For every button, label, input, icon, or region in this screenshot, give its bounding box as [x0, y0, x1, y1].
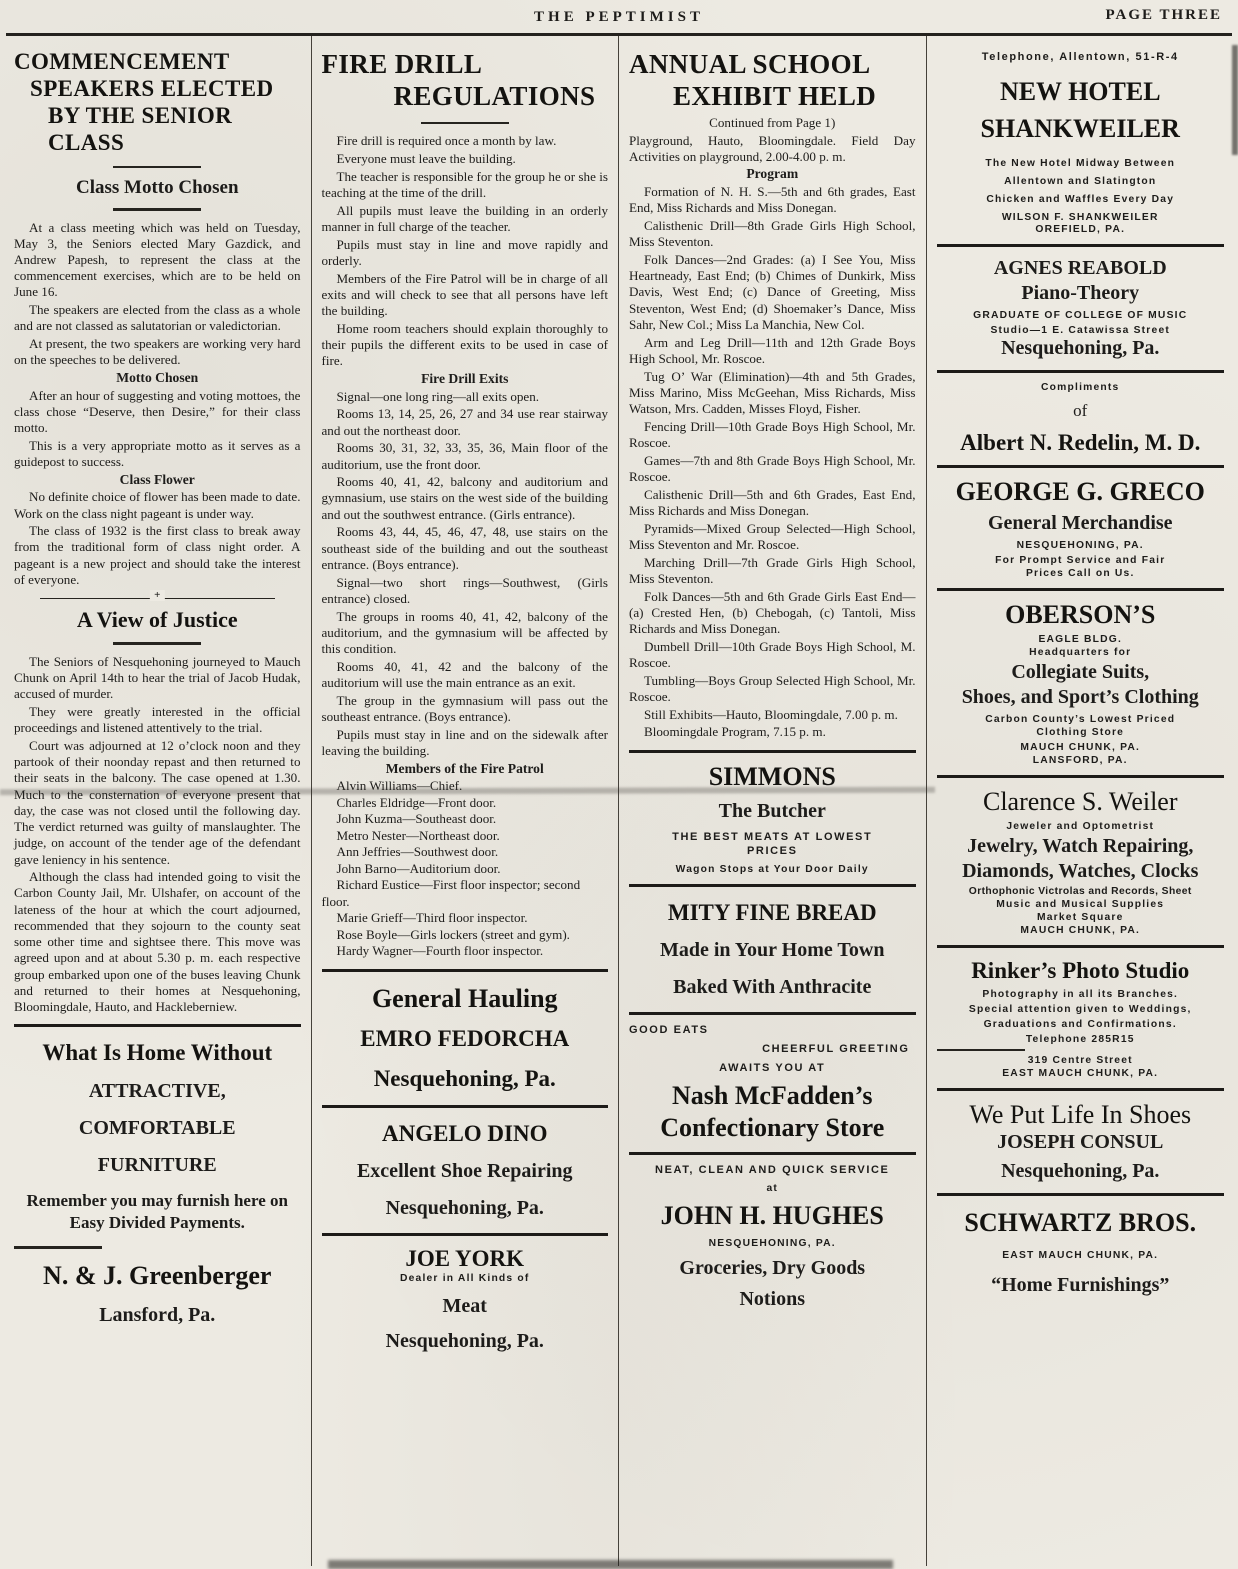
ad-separator-rule: [937, 775, 1225, 778]
advertiser-city: NESQUEHONING, PA.: [1016, 540, 1144, 552]
ad-line: Prices Call on Us.: [1025, 568, 1135, 580]
ad-emro-fedorcha: [322, 984, 609, 1093]
article-justice: [14, 607, 301, 1015]
ad-line: For Prompt Service and Fair: [995, 555, 1166, 567]
advertiser-city: LANSFORD, PA.: [1032, 755, 1128, 767]
patrol-member: Charles Eldridge—Front door.: [336, 794, 497, 810]
ad-headline: The Butcher: [718, 799, 826, 822]
article-paragraph: The groups in rooms 40, 41, 42, balcony of the auditorium, and the gymnasium will be affected by this condition.: [321, 608, 608, 657]
article-paragraph: Court was adjourned at 12 o’clock noon and they partook of their noonday repast and then returned to their seats in the balcony. The case opened at 1.30. Much to the consternation of everyone present that day, the case was not closed until the following day. The verdict returned was guilty of manslaughter. The judge, on account of the tender age of the defendant gave leniency in his sentence.: [14, 737, 301, 867]
ad-line: Orthophonic Victrolas and Records, Sheet: [968, 886, 1192, 898]
program-item: Dumbell Drill—10th Grade Boys High School, M. Roscoe.: [629, 638, 916, 671]
ad-clarence-weiler: [937, 787, 1225, 936]
ad-line: Collegiate Suits,: [1011, 661, 1150, 684]
ad-tagline: “Home Furnishings”: [991, 1274, 1170, 1297]
ad-line: Remember you may furnish here on Easy Divided Payments.: [26, 1190, 288, 1233]
headline-line: BY THE SENIOR CLASS: [48, 103, 233, 156]
ad-separator-rule: [937, 1088, 1225, 1091]
ad-line: COMFORTABLE: [78, 1116, 236, 1139]
headline-line: REGULATIONS: [393, 81, 596, 112]
ad-line: THE BEST MEATS AT LOWEST: [672, 830, 873, 843]
article-paragraph: Fire drill is required once a month by law.: [336, 133, 557, 149]
patrol-member: John Kuzma—Southeast door.: [336, 811, 497, 827]
ad-line: Notions: [739, 1287, 806, 1310]
section-subhead: Fire Drill Exits: [421, 371, 509, 387]
program-item: Folk Dances—5th and 6th Grade Girls East End—(a) Crested Hen, (b) Chebogah, (c) Tantoli, Miss Richards and Miss Donegan.: [629, 588, 916, 637]
advertiser-city: EAST MAUCH CHUNK, PA.: [1002, 1068, 1159, 1080]
program-item: Games—7th and 8th Grade Boys High School, Mr. Roscoe.: [629, 452, 916, 484]
ad-headline: General Hauling: [371, 983, 558, 1013]
ad-nash-mcfadden: [629, 1024, 916, 1143]
ad-rinkers-photo: [937, 957, 1225, 1079]
advertiser-name: AGNES REABOLD: [993, 256, 1167, 279]
ad-headline: We Put Life In Shoes: [969, 1100, 1192, 1130]
commencement-headline: [14, 48, 301, 157]
program-item: Calisthenic Drill—5th and 6th Grades, East End, Miss Richards and Miss Donegan.: [629, 486, 916, 518]
ad-line: Music and Musical Supplies: [996, 899, 1165, 911]
advertiser-city: MAUCH CHUNK, PA.: [1020, 925, 1141, 937]
advertiser-name: JOE YORK: [405, 1246, 525, 1272]
masthead: [0, 0, 1238, 32]
ad-line: Allentown and Slatington: [1004, 175, 1157, 187]
column-4: [927, 36, 1235, 1566]
patrol-member: Rose Boyle—Girls lockers (street and gym).: [336, 926, 570, 942]
patrol-member: Richard Eustice—First floor inspector; second floor.: [321, 877, 581, 909]
ad-line: Compliments: [1041, 381, 1120, 393]
article-paragraph: Rooms 40, 41, 42 and the balcony of the auditorium will use the main entrance as an exit.: [321, 658, 608, 691]
ad-headline: What Is Home Without: [42, 1040, 273, 1066]
ad-john-hughes: [629, 1164, 916, 1312]
ad-line: Carbon County’s Lowest Priced: [985, 714, 1176, 726]
ad-line: Chicken and Waffles Every Day: [986, 193, 1175, 205]
advertiser-city: NESQUEHONING, PA.: [708, 1237, 836, 1249]
headline-line: EXHIBIT HELD: [673, 81, 877, 112]
article-paragraph: Although the class had intended going to visit the Carbon County Jail, Mr. Ulshafer, on account of the lateness of the hour at which the court adjourned, recommended that they sojourn to the county seat some other time and sightsee there. This move was agreed upon and at about 5.30 p. m. each respective group embarked upon one of the buses leaving Chunk and returned to their homes at Nesquehoning, Bloomingdale, Hauto, and Hackleberniew.: [14, 869, 301, 1015]
ad-rule: [937, 1049, 1025, 1052]
ad-product: Meat: [442, 1294, 487, 1317]
section-subhead: Motto Chosen: [116, 370, 199, 386]
ad-line: PRICES: [746, 844, 798, 857]
ad-separator-rule: [937, 244, 1225, 247]
article-paragraph: After an hour of suggesting and voting mottoes, the class chose “Deserve, then Desire,” for their class motto.: [14, 387, 301, 436]
article-paragraph: Rooms 13, 14, 25, 26, 27 and 34 use rear stairway and out the northeast door.: [321, 406, 608, 438]
article-paragraph: Pupils must stay in line and move rapidly and orderly.: [321, 236, 608, 268]
ad-separator-rule: [629, 1152, 916, 1155]
article-paragraph: The class of 1932 is the first class to break away from the traditional form of class night order. A pageant is a new project and should take the interest of everyone.: [14, 523, 301, 587]
ad-joe-york: [322, 1245, 609, 1354]
ad-line: CHEERFUL GREETING: [762, 1043, 910, 1056]
column-3: [619, 36, 927, 1566]
ornament-cross-icon: +: [150, 590, 164, 601]
patrol-member: Ann Jeffries—Southwest door.: [336, 844, 499, 860]
ad-separator-rule: [322, 1233, 609, 1236]
article-paragraph: Rooms 40, 41, 42, balcony and auditorium and gymnasium, use stairs on the west side of the building and out the southwest entrance. (Girls entrance).: [321, 474, 608, 522]
column-2: [312, 36, 620, 1566]
advertiser-city: Lansford, Pa.: [99, 1303, 216, 1326]
ad-george-greco: [937, 477, 1225, 579]
section-subhead: Program: [746, 166, 799, 182]
ad-line: ATTRACTIVE,: [88, 1079, 226, 1102]
ad-line: Made in Your Home Town: [660, 939, 885, 962]
advertiser-city: OREFIELD, PA.: [1035, 223, 1126, 235]
advertiser-name: N. & J. Greenberger: [43, 1260, 272, 1290]
patrol-member: John Barno—Auditorium door.: [336, 860, 501, 876]
ad-headline: General Merchandise: [987, 512, 1173, 535]
ad-agnes-reabold: [937, 256, 1225, 361]
page-label: PAGE THREE: [1105, 7, 1222, 23]
ad-line: The New Hotel Midway Between: [985, 157, 1176, 169]
ad-separator-rule: [322, 969, 609, 972]
article-paragraph: Rooms 43, 44, 45, 46, 47, 48, use stairs on the southeast side of the building and out the southeast entrance. (Boys entrance).: [321, 524, 608, 572]
ad-phone: Telephone 285R15: [1025, 1033, 1135, 1045]
advertiser-name: Rinker’s Photo Studio: [971, 958, 1190, 984]
article-paragraph: Pupils must stay in line and on the sidewalk after leaving the building.: [321, 726, 608, 758]
ad-separator-rule: [937, 588, 1225, 591]
advertiser-name: JOHN H. HUGHES: [660, 1200, 884, 1230]
ad-albert-redelin: [937, 382, 1225, 457]
article-paragraph: At a class meeting which was held on Tuesday, May 3, the Seniors elected Mary Gazdick, and Andrew Papesh, to represent the class at the commencement exercises, which are to be held on June 16.: [14, 219, 301, 300]
program-item: Formation of N. H. S.—5th and 6th grades, East End, Miss Richards and Miss Donegan.: [629, 183, 916, 216]
advertiser-name: GEORGE G. GRECO: [955, 477, 1205, 507]
ad-line: Wagon Stops at Your Door Daily: [675, 863, 869, 875]
ad-mity-fine-bread: [629, 899, 916, 1001]
ad-line: at: [766, 1182, 779, 1194]
program-item: Still Exhibits—Hauto, Bloomingdale, 7.00 p. m.: [644, 706, 898, 722]
ad-line: Baked With Anthracite: [673, 976, 872, 999]
program-item: Tumbling—Boys Group Selected High School, Mr. Roscoe.: [629, 672, 916, 705]
ad-separator-rule: [629, 1012, 916, 1015]
advertiser-name: NEW HOTEL: [999, 77, 1161, 106]
ad-line: Graduations and Confirmations.: [983, 1018, 1177, 1030]
ad-line: Studio—1 E. Catawissa Street: [990, 324, 1171, 336]
continued-note: Continued from Page 1): [709, 114, 836, 130]
program-item: Pyramids—Mixed Group Selected—High School, Miss Steventon and Mr. Roscoe.: [629, 520, 916, 552]
advertiser-name: ANGELO DINO: [382, 1120, 548, 1146]
program-item: Calisthenic Drill—8th Grade Girls High School, Miss Steventon.: [629, 217, 916, 250]
ad-line: FURNITURE: [97, 1153, 217, 1176]
ad-tagline: Dealer in All Kinds of: [399, 1272, 530, 1284]
ad-owner: WILSON F. SHANKWEILER: [1001, 211, 1159, 223]
article-paragraph: Home room teachers should explain thoroughly to their pupils the different exits to be used in case of fire.: [321, 320, 608, 369]
advertiser-city: Nesquehoning, Pa.: [385, 1329, 544, 1352]
section-subhead: Class Flower: [119, 471, 195, 487]
exhibit-headline: [629, 48, 916, 113]
ad-line: AWAITS YOU AT: [719, 1062, 826, 1075]
article-commencement: [14, 48, 301, 602]
ad-line: Photography in all its Branches.: [982, 988, 1179, 1000]
patrol-member: Metro Nester—Northeast door.: [336, 827, 500, 843]
ad-separator-rule: [937, 945, 1225, 948]
article-paragraph: The teacher is responsible for the group he or she is teaching at the time of the drill.: [321, 168, 608, 200]
advertiser-name: Clarence S. Weiler: [982, 787, 1178, 817]
fire-drill-headline: [322, 48, 609, 113]
article-paragraph: The group in the gymnasium will pass out the southeast entrance. (Boys entrance).: [321, 692, 608, 725]
headline-rule: [113, 208, 201, 211]
ad-line: Shoes, and Sport’s Clothing: [961, 686, 1199, 709]
article-fire-drill: [322, 48, 609, 960]
article-paragraph: The speakers are elected from the class as a whole and are not classed as salutatorian or valedictorian.: [14, 302, 301, 334]
article-paragraph: Rooms 30, 31, 32, 33, 35, 36, Main floor of the auditorium, use the front door.: [321, 440, 608, 472]
ad-hotel-shankweiler: [937, 51, 1225, 235]
article-paragraph: Signal—two short rings—Southwest, (Girls entrance) closed.: [321, 574, 608, 606]
ad-separator-rule: [937, 465, 1225, 468]
article-paragraph: All pupils must leave the building in an orderly manner in full charge of the teacher.: [321, 202, 608, 234]
article-paragraph: Members of the Fire Patrol will be in charge of all exits and will check to see that all persons have left the building.: [321, 270, 608, 319]
justice-headline: A View of Justice: [76, 607, 238, 633]
ad-separator-rule: [629, 750, 916, 753]
article-paragraph: No definite choice of flower has been made to date. Work on the class night pageant is under way.: [14, 489, 301, 521]
ad-eyebrow: GOOD EATS: [629, 1024, 709, 1037]
advertiser-name: SIMMONS: [708, 761, 836, 791]
ad-separator-rule: [14, 1024, 301, 1027]
advertiser-city: MAUCH CHUNK, PA.: [1020, 742, 1141, 754]
advertiser-name: Albert N. Redelin, M. D.: [960, 429, 1201, 455]
article-paragraph: At present, the two speakers are working very hard on the speeches to be delivered.: [14, 336, 301, 368]
headline-rule: [113, 166, 201, 169]
article-exhibit: [629, 48, 916, 741]
ad-line: Jewelry, Watch Repairing,: [967, 835, 1194, 858]
ad-simmons-butcher: [629, 762, 916, 875]
ad-line: GRADUATE OF COLLEGE OF MUSIC: [973, 309, 1188, 321]
ornament-rule: [40, 589, 275, 602]
ad-schwartz-bros: [937, 1208, 1225, 1298]
headline-line: SPEAKERS ELECTED: [30, 76, 274, 102]
column-1: [4, 36, 312, 1566]
program-item: Arm and Leg Drill—11th and 12th Grade Boys High School, Mr. Roscoe.: [629, 334, 916, 366]
ad-separator-rule: [629, 884, 916, 887]
advertiser-city: Nesquehoning, Pa.: [385, 1197, 544, 1220]
ad-joseph-consul: [937, 1100, 1225, 1184]
patrol-member: Hardy Wagner—Fourth floor inspector.: [336, 943, 544, 959]
advertiser-name: Confectionary Store: [660, 1113, 885, 1143]
headline-line: FIRE DRILL: [321, 49, 483, 79]
headline-rule: [113, 642, 201, 645]
article-paragraph: The Seniors of Nesquehoning journeyed to Mauch Chunk on April 14th to hear the trial of Jacob Hudak, accused of murder.: [14, 653, 301, 702]
program-item: Tug O’ War (Elimination)—4th and 5th Grades, Miss Marino, Miss McGeehan, Miss Richards, Miss Watson, Mrs. Cadden, Misses Floyd, Fisher.: [629, 368, 916, 417]
program-item: Folk Dances—2nd Grades: (a) I See You, Miss Heartneady, East End; (b) Chimes of Dunkirk, Miss Davis, West End; (c) Dance of Greeting, Miss Steventon, West End; (d) Shoemaker’s Dance, Miss Sahr, New Col.; Miss La Manchia, New Col.: [629, 251, 916, 332]
ad-line: of: [1073, 400, 1088, 420]
advertiser-city: Nesquehoning, Pa.: [1001, 1160, 1160, 1183]
advertiser-city: EAST MAUCH CHUNK, PA.: [1002, 1250, 1159, 1262]
ad-obersons: [937, 600, 1225, 766]
ad-separator-rule: [322, 1105, 609, 1108]
ad-line: Clothing Store: [1036, 727, 1125, 739]
ad-phone: Telephone, Allentown, 51-R-4: [981, 51, 1179, 63]
ad-line: EAGLE BLDG.: [1038, 634, 1123, 646]
ad-line: Excellent Shoe Repairing: [356, 1160, 573, 1183]
advertiser-city: Nesquehoning, Pa.: [1001, 336, 1160, 359]
patrol-member: Marie Grieff—Third floor inspector.: [336, 910, 528, 926]
program-item: Marching Drill—7th Grade Girls High School, Miss Steventon.: [629, 554, 916, 586]
advertiser-name: Nash McFadden’s: [671, 1081, 873, 1111]
section-subhead: Members of the Fire Patrol: [385, 760, 544, 776]
headline-line: COMMENCEMENT: [14, 49, 230, 74]
headline-rule: [421, 122, 509, 125]
ad-rule: [14, 1246, 102, 1249]
ad-headline: MITY FINE BREAD: [667, 899, 877, 925]
paper-title: THE PEPTIMIST: [534, 9, 704, 25]
advertiser-name: JOSEPH CONSUL: [997, 1131, 1164, 1154]
advertiser-name: SCHWARTZ BROS.: [964, 1208, 1197, 1238]
article-paragraph: Playground, Hauto, Bloomingdale. Field Day Activities on playground, 2.00-4.00 p. m.: [629, 132, 916, 164]
ad-separator-rule: [937, 370, 1225, 373]
ad-headline: Jeweler and Optometrist: [1006, 821, 1155, 833]
ad-greenberger-furniture: [14, 1039, 301, 1327]
ad-line: NEAT, CLEAN AND QUICK SERVICE: [655, 1163, 890, 1176]
article-paragraph: Everyone must leave the building.: [336, 151, 516, 167]
advertiser-city: Nesquehoning, Pa.: [373, 1066, 556, 1092]
headline-line: ANNUAL SCHOOL: [629, 49, 871, 79]
patrol-member: Alvin Williams—Chief.: [336, 778, 463, 794]
ad-address: 319 Centre Street: [1027, 1055, 1133, 1067]
ad-line: Market Square: [1036, 912, 1124, 924]
program-item: Fencing Drill—10th Grade Boys High School, Mr. Roscoe.: [629, 418, 916, 450]
ad-separator-rule: [937, 1193, 1225, 1196]
article-paragraph: Signal—one long ring—all exits open.: [336, 388, 540, 404]
program-item: Bloomingdale Program, 7.15 p. m.: [644, 724, 826, 740]
article-paragraph: This is a very appropriate motto as it serves as a guidepost to success.: [14, 437, 301, 470]
ad-headline: Piano-Theory: [1021, 281, 1140, 304]
advertiser-name: SHANKWEILER: [980, 113, 1180, 143]
ad-angelo-dino: [322, 1120, 609, 1222]
ad-line: Groceries, Dry Goods: [679, 1256, 866, 1279]
ad-line: Special attention given to Weddings,: [968, 1003, 1192, 1015]
article-paragraph: They were greatly interested in the official proceedings and listened attentively to the trial.: [14, 703, 301, 736]
commencement-subhead: Class Motto Chosen: [75, 177, 239, 198]
ad-line: Headquarters for: [1029, 647, 1132, 659]
ad-line: Diamonds, Watches, Clocks: [962, 860, 1199, 883]
advertiser-name: EMRO FEDORCHA: [360, 1026, 570, 1052]
advertiser-name: OBERSON’S: [1005, 600, 1156, 630]
page-columns: [0, 36, 1238, 1566]
